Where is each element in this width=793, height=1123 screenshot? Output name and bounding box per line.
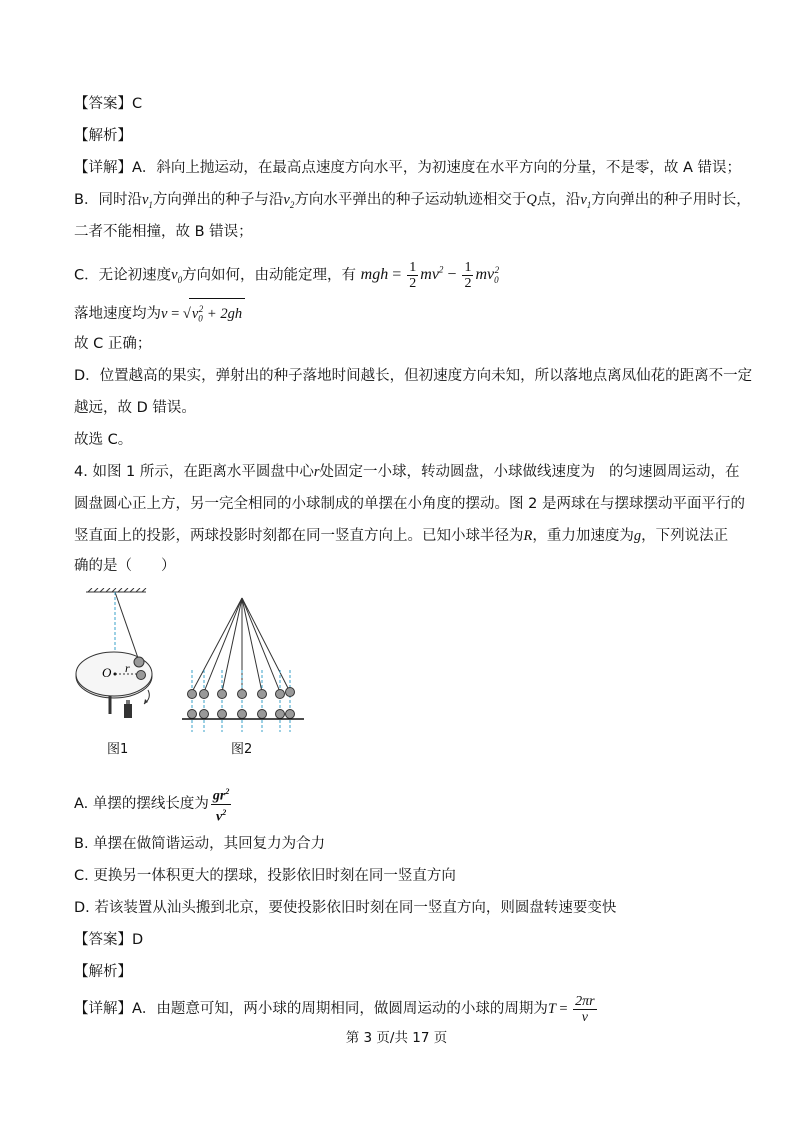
answer-label: 【答案】 xyxy=(74,932,132,948)
choose-line: 故选 C。 xyxy=(74,432,133,448)
fig1-label-O: O xyxy=(102,665,112,680)
figure-2 xyxy=(180,592,306,740)
answer-line xyxy=(74,94,142,114)
text: 方向水平弹出的种子运动轨迹相交于 xyxy=(294,192,527,208)
fig2-caption: 图2 xyxy=(231,742,253,757)
landing-speed-equation: $v = √v_0^2 + 2gh$ xyxy=(161,306,245,322)
q4-line3 xyxy=(74,526,728,546)
text: 方向弹出的种子用时长， xyxy=(591,192,751,208)
text: 处固定一小球，转动圆盘，小球做线速度为 xyxy=(319,464,596,480)
detail-c-line1 xyxy=(74,254,499,297)
text: 【详解】A．由题意可知，两小球的周期相同，做圆周运动的小球的周期为 xyxy=(74,1001,548,1017)
option-a-fraction: $\frac{gr^2}{v^2}$ xyxy=(211,784,231,824)
q-symbol: Q xyxy=(526,192,537,208)
q4-line4: 确的是（ ） xyxy=(74,558,176,574)
answer-label: 【答案】 xyxy=(74,96,132,112)
lower-balls xyxy=(188,710,295,719)
v1-symbol: $v_1$ xyxy=(580,192,592,210)
detail-c-line3: 故 C 正确； xyxy=(74,336,152,352)
q4-line1 xyxy=(74,462,740,482)
text: 点，沿 xyxy=(536,192,581,208)
text: C．无论初速度 xyxy=(74,267,172,284)
R-symbol: R xyxy=(523,528,533,544)
answer-line-2 xyxy=(74,930,143,950)
text: 4. 如图 1 所示，在距离水平圆盘中心 xyxy=(74,464,314,480)
r-symbol: r xyxy=(313,464,320,480)
fig1-caption: 图1 xyxy=(107,742,129,757)
option-c: C. 更换另一体积更大的摆球，投影依旧时刻在同一竖直方向 xyxy=(74,868,456,884)
v0-symbol: $v_0$ xyxy=(171,267,183,286)
flashlight-icon xyxy=(124,700,132,718)
g-symbol: g xyxy=(633,528,642,544)
ceiling-hatch xyxy=(86,588,146,592)
analysis-label-2: 【解析】 xyxy=(74,964,132,980)
period-equation: T = $\frac{2\pi r}{v}$ xyxy=(547,994,595,1026)
text: B．同时沿 xyxy=(74,192,142,208)
pendulum-ball xyxy=(134,657,144,667)
page-footer: 第 3 页/共 17 页 xyxy=(345,1030,448,1046)
pendulum-strings xyxy=(192,598,290,692)
detail-b-line1 xyxy=(74,190,751,215)
answer-value: D xyxy=(132,932,144,948)
detail-c-line2 xyxy=(74,298,245,329)
disc-ball xyxy=(137,671,146,680)
answer-value: C xyxy=(132,96,143,112)
text: ，下列说法正 xyxy=(641,528,729,544)
energy-equation: mgh = $\frac{1}{2}$ $mv^2$ − $\frac{1}{2}$ $mv_0^2$ xyxy=(360,260,500,292)
detail-d-line1: D．位置越高的果实，弹射出的种子落地时间越长，但初速度方向未知，所以落地点离凤仙花的距离不一定 xyxy=(74,368,753,384)
text: A. 单摆的摆线长度为 xyxy=(74,796,209,813)
detail-b-line2: 二者不能相撞，故 B 错误； xyxy=(74,224,253,240)
v2-symbol: $v_2$ xyxy=(283,192,295,210)
text: 方向弹出的种子与沿 xyxy=(152,192,284,208)
text: 落地速度均为 xyxy=(74,305,161,322)
text: 竖直面上的投影，两球投影时刻都在同一竖直方向上。已知小球半径为 xyxy=(74,528,524,544)
q4-line2: 圆盘圆心正上方，另一完全相同的小球制成的单摆在小角度的摆动。图 2 是两球在与摆球摆动平面平行的 xyxy=(74,496,745,512)
figure-1 xyxy=(72,588,172,728)
text: 方向如何，由动能定理，有 xyxy=(182,267,357,284)
option-d: D. 若该装置从汕头搬到北京，要使投影依旧时刻在同一竖直方向，则圆盘转速要变快 xyxy=(74,900,617,916)
fig1-label-r: r xyxy=(125,661,130,675)
pendulum-string xyxy=(115,592,138,658)
detail2-line1 xyxy=(74,994,599,1025)
v1-symbol: $v_1$ xyxy=(141,192,153,210)
text: 的匀速圆周运动，在 xyxy=(609,464,740,480)
detail-a: 【详解】A．斜向上抛运动，在最高点速度方向水平，为初速度在水平方向的分量，不是零，故 A 错误； xyxy=(74,160,742,176)
text: ，重力加速度为 xyxy=(532,528,634,544)
detail-d-line2: 越远，故 D 错误。 xyxy=(74,400,196,416)
analysis-label: 【解析】 xyxy=(74,128,132,144)
option-a xyxy=(74,784,233,824)
option-b: B. 单摆在做简谐运动，其回复力为合力 xyxy=(74,836,326,852)
